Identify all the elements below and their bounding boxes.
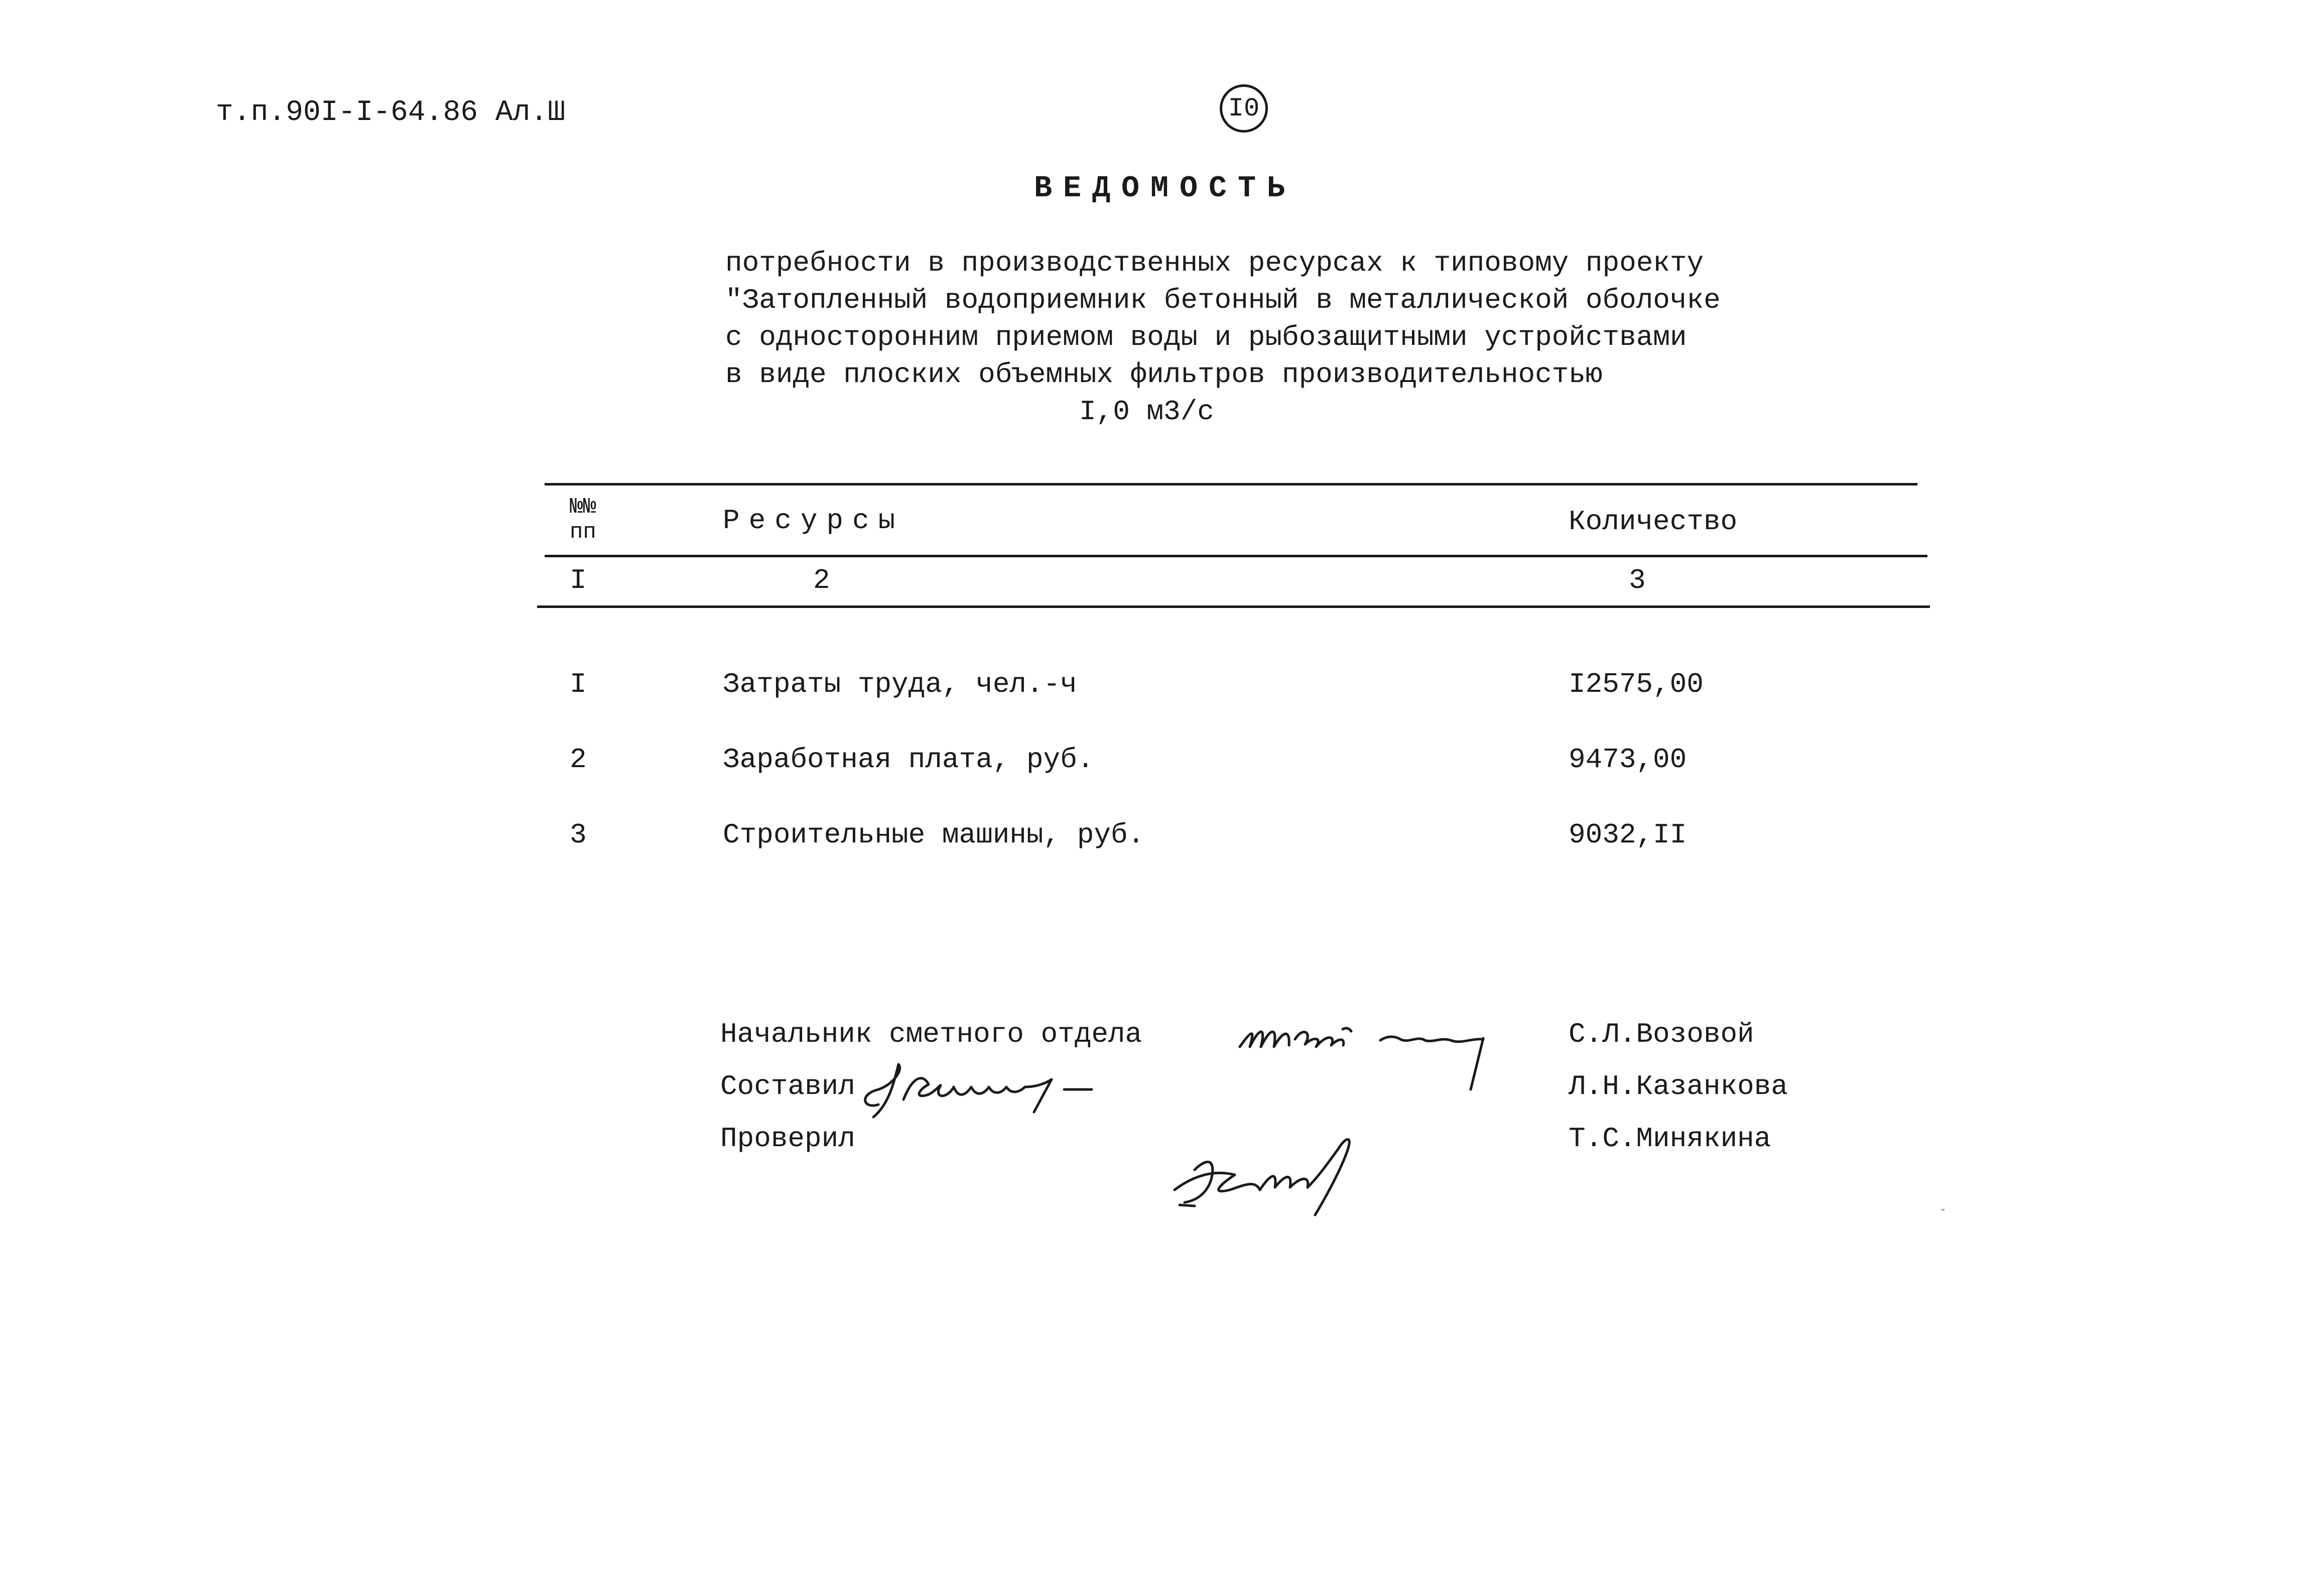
page-number-circle <box>1220 84 1268 133</box>
header-number-column <box>570 495 596 545</box>
header-quantity: Количество <box>1569 506 1738 538</box>
signature-role-checked: Проверил <box>720 1123 855 1155</box>
page-number: I0 <box>1228 93 1260 124</box>
header-resources: Ресурсы <box>723 505 905 537</box>
row-number: I <box>570 668 587 700</box>
table-column-numbers-rule <box>537 605 1930 608</box>
document-code: т.п.90I-I-64.86 Ал.Ш <box>216 96 566 129</box>
scan-speck <box>1942 1209 1945 1210</box>
row-number: 2 <box>570 744 587 776</box>
handwritten-signature-checked <box>1165 1115 1426 1220</box>
row-resource: Заработная плата, руб. <box>723 744 1094 776</box>
signatory-name-head: С.Л.Возовой <box>1569 1018 1754 1050</box>
signature-role-head: Начальник сметного отдела <box>720 1018 1142 1050</box>
table-header-rule <box>545 555 1927 557</box>
row-resource: Строительные машины, руб. <box>723 819 1145 851</box>
row-quantity: 9032,II <box>1569 819 1687 851</box>
column-number-1: I <box>570 564 587 596</box>
header-number-line1: №№ <box>570 495 596 520</box>
row-number: 3 <box>570 819 587 851</box>
handwritten-signature-compiled <box>853 1059 1175 1135</box>
header-number-line2: пп <box>570 520 596 545</box>
column-number-3: 3 <box>1629 564 1646 596</box>
subtitle-line: потребности в производственных ресурсах к типовому проекту <box>725 247 1704 279</box>
handwritten-signature-head <box>1230 1009 1511 1100</box>
signature-role-compiled: Составил <box>720 1070 855 1103</box>
row-quantity: 9473,00 <box>1569 744 1687 776</box>
signatory-name-checked: Т.С.Минякина <box>1569 1123 1771 1155</box>
subtitle-capacity: I,0 м3/с <box>1079 396 1214 428</box>
row-resource: Затраты труда, чел.-ч <box>723 668 1077 700</box>
subtitle-line: с односторонним приемом воды и рыбозащитными устройствами <box>725 321 1687 353</box>
column-number-2: 2 <box>813 564 830 596</box>
document-title: ВЕДОМОСТЬ <box>1034 172 1297 206</box>
subtitle-line: "Затопленный водоприемник бетонный в металлической оболочке <box>725 284 1721 316</box>
signatory-name-compiled: Л.Н.Казанкова <box>1569 1070 1788 1103</box>
table-top-rule <box>545 483 1917 485</box>
subtitle-line: в виде плоских объемных фильтров производительностью <box>725 358 1603 391</box>
row-quantity: I2575,00 <box>1569 668 1704 700</box>
